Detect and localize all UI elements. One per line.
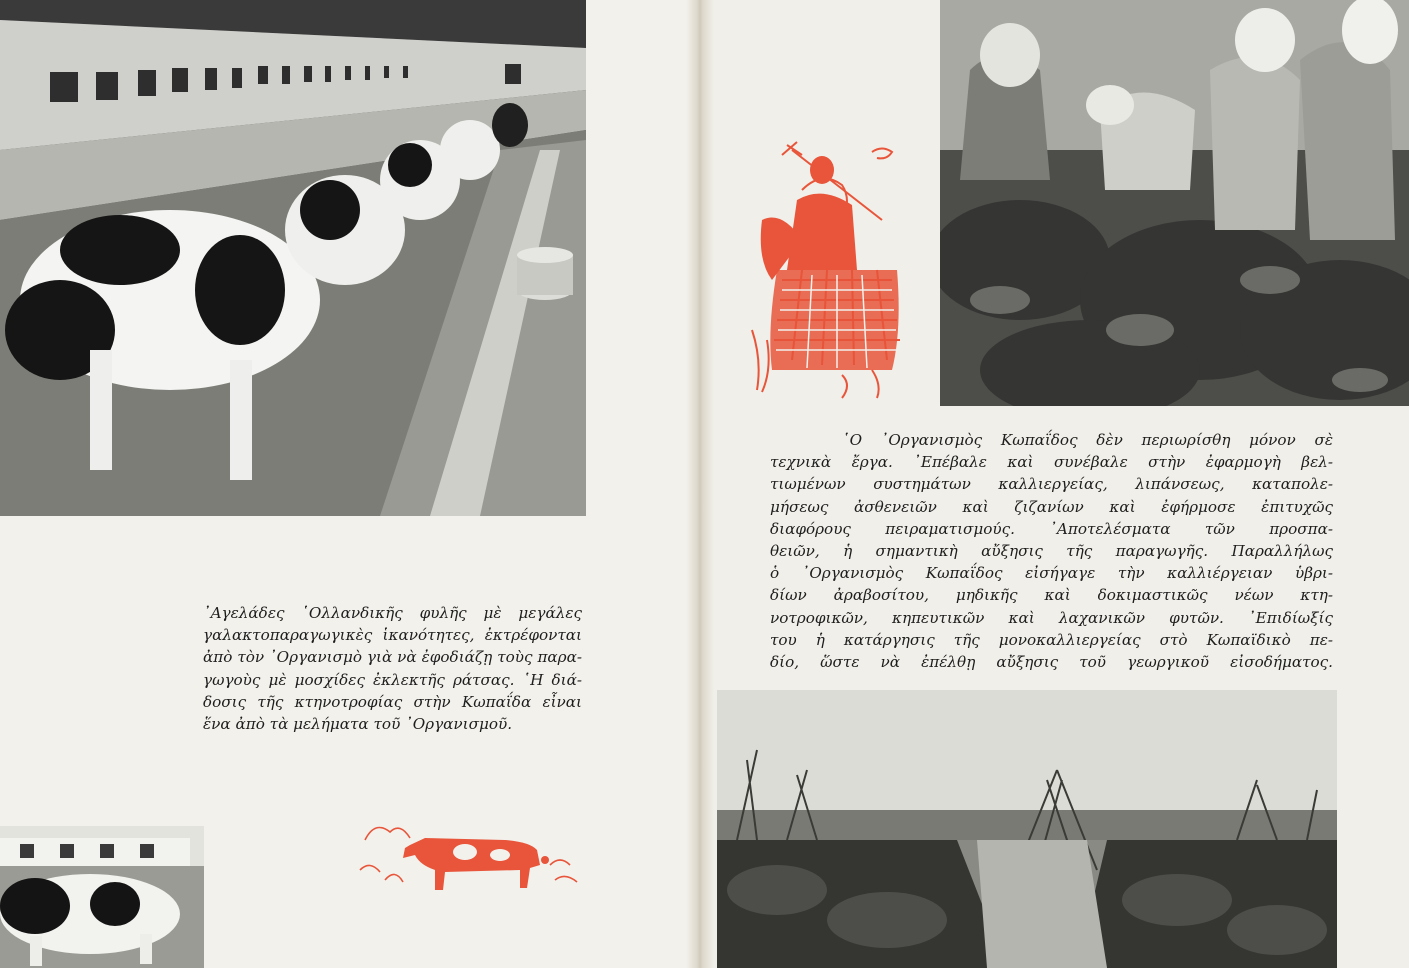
right-caption-line: δίων ἀραβοσίτου, μηδικῆς καὶ δοκιμαστικῶς νέων κτη- xyxy=(770,586,1333,605)
left-caption xyxy=(203,602,582,735)
right-caption-line: δίο, ὥστε νὰ ἐπέλθῃ αὔξησις τοῦ γεωργικοῦ εἰσοδήματος. xyxy=(770,653,1333,672)
right-caption xyxy=(770,429,1333,673)
dairy-barn-photo xyxy=(0,0,586,516)
cow-illustration xyxy=(355,810,585,900)
left-caption-line: ἀπὸ τὸν ᾿Οργανισμὸ γιὰ νὰ ἐφοδιάζῃ τοὺς παρα- xyxy=(203,648,582,667)
right-caption-line: του ἡ κατάργησις τῆς μονοκαλλιεργείας στὸ Κωπαϊδικὸ πε- xyxy=(770,630,1333,649)
bull-photo xyxy=(0,826,204,968)
right-caption-line: μήσεως ἀσθενειῶν καὶ ζιζανίων καὶ ἐφήρμοσε ἐπιτυχῶς xyxy=(770,497,1333,516)
right-caption-line: τιωμένων συστημάτων καλλιεργείας, λιπάνσεως, καταπολε- xyxy=(770,475,1333,494)
left-caption-line: ᾿Αγελάδες ῾Ολλανδικῆς φυλῆς μὲ μεγάλες xyxy=(203,604,582,622)
book-gutter xyxy=(686,0,714,968)
left-caption-line: ἕνα ἀπὸ τὰ μελήματα τοῦ ᾿Οργανισμοῦ. xyxy=(203,715,513,734)
peasant-woman-illustration xyxy=(742,130,902,400)
bean-field-photo xyxy=(717,690,1337,968)
right-caption-line: ῾Ο ᾿Οργανισμὸς Κωπαΐδος δὲν περιωρίσθη μόνον σὲ xyxy=(842,431,1333,449)
left-caption-line: γαλακτοπαραγωγικὲς ἱκανότητες, ἐκτρέφονται xyxy=(203,626,582,645)
left-caption-line: δοσις τῆς κτηνοτροφίας στὴν Κωπαΐδα εἶναι xyxy=(203,692,582,711)
right-caption-line: θειῶν, ἡ σημαντικὴ αὔξησις τῆς παραγωγῆς. Παραλλήλως xyxy=(770,542,1333,561)
right-caption-line: ὁ ᾿Οργανισμὸς Κωπαΐδος εἰσήγαγε τὴν καλλιέργειαν ὑβρι- xyxy=(770,564,1333,583)
field-workers-photo xyxy=(940,0,1409,406)
right-caption-line: διαφόρους πειραματισμούς. ᾿Αποτελέσματα τῶν προσπα- xyxy=(770,519,1333,538)
right-caption-line: τεχνικὰ ἔργα. ᾿Επέβαλε καὶ συνέβαλε στὴν ἐφαρμογὴ βελ- xyxy=(770,453,1333,472)
left-caption-line: γωγοὺς μὲ μοσχίδες ἐκλεκτῆς ράτσας. ῾Η διά- xyxy=(203,670,582,689)
right-caption-line: νοτροφικῶν, κηπευτικῶν καὶ λαχανικῶν φυτῶν. ᾿Επιδίωξίς xyxy=(770,608,1333,627)
